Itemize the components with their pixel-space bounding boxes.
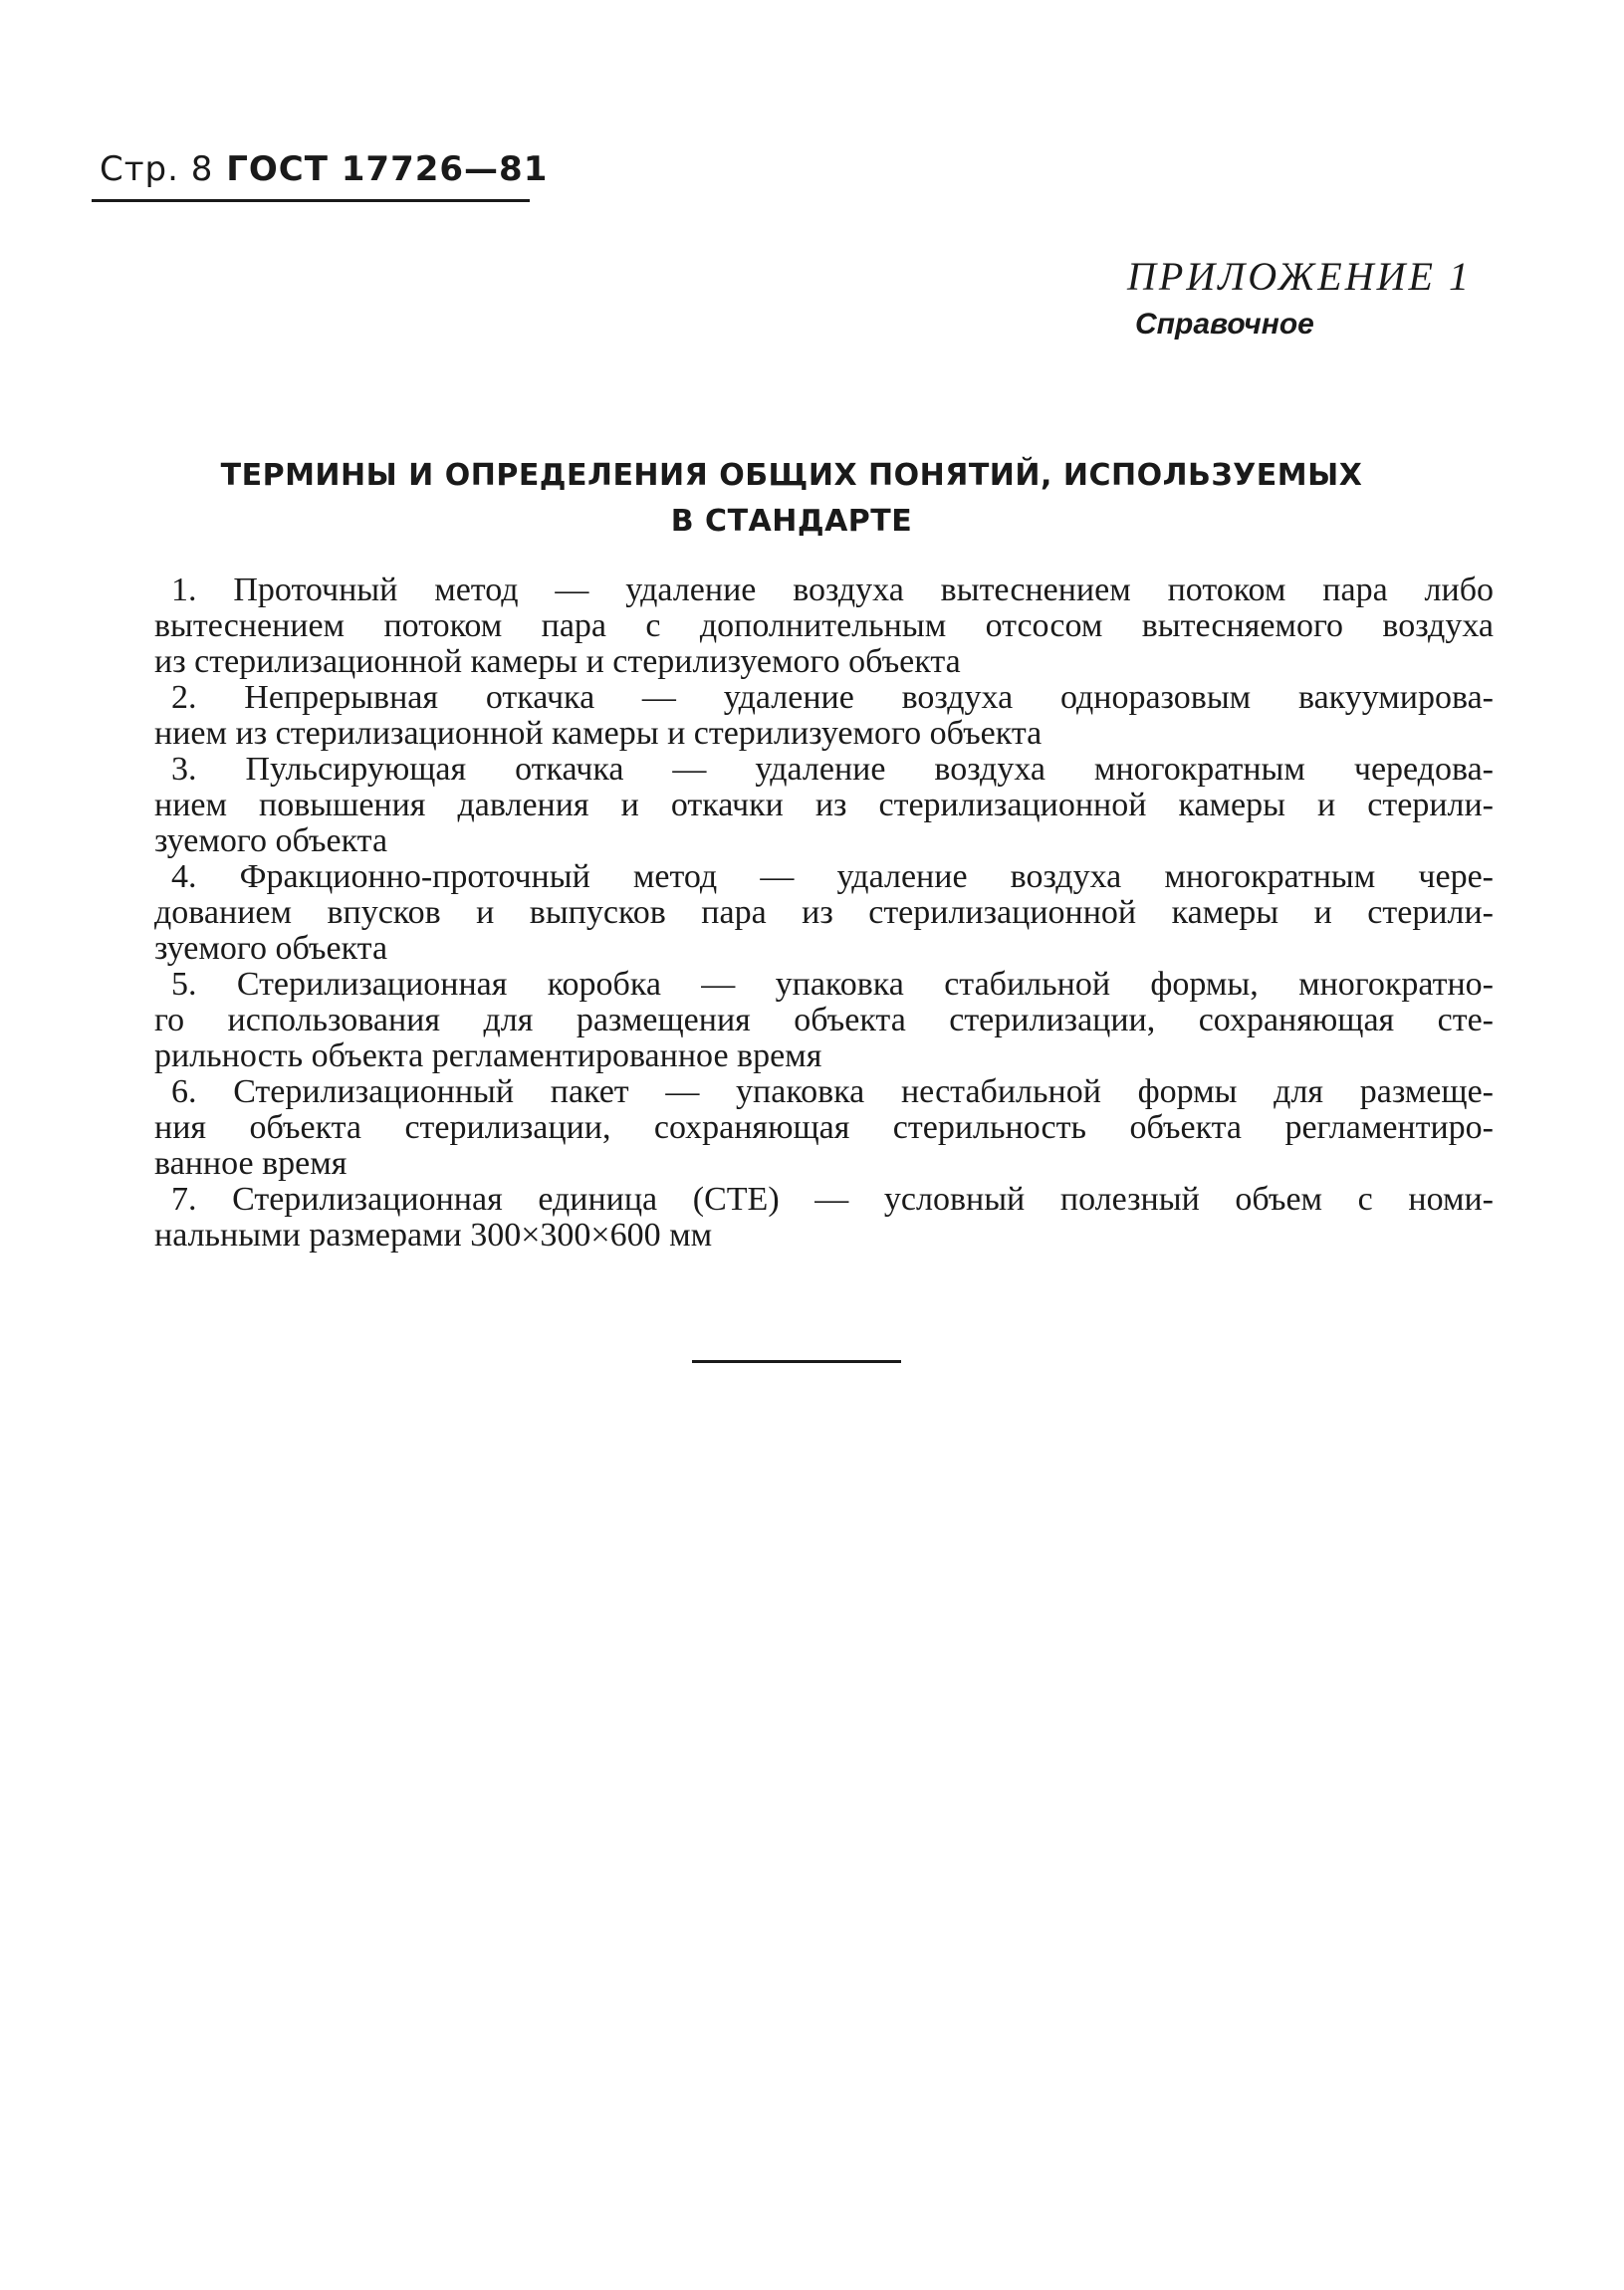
definition-line: ванное время [154, 1145, 348, 1182]
definition-line: 6. Стерилизационный пакет — упаковка нестабильной формы для размеще- [171, 1073, 1494, 1110]
definition-item [154, 680, 1494, 752]
definition-line: рильность объекта регламентированное время [154, 1037, 822, 1074]
definition-line: зуемого объекта [154, 822, 388, 859]
definition-item [154, 859, 1494, 967]
definition-line: зуемого объекта [154, 930, 388, 967]
definition-item [154, 1074, 1494, 1182]
definition-line: нием из стерилизационной камеры и стерилизуемого объекта [154, 715, 1043, 752]
definition-line: нальными размерами 300×300×600 мм [154, 1217, 713, 1254]
definition-line: 4. Фракционно-проточный метод — удаление воздуха многократным чере- [171, 858, 1494, 895]
appendix-label [1127, 251, 1472, 346]
definition-item [154, 1182, 1494, 1254]
appendix-subtitle: Справочное [1135, 308, 1314, 341]
definition-line: дованием впусков и выпусков пара из стерилизационной камеры и стерили- [154, 894, 1494, 931]
definition-line: 3. Пульсирующая откачка — удаление воздуха многократным чередова- [171, 751, 1494, 788]
definition-line: ния объекта стерилизации, сохраняющая стерильность объекта регламентиро- [154, 1109, 1494, 1146]
document-title-line: ТЕРМИНЫ И ОПРЕДЕЛЕНИЯ ОБЩИХ ПОНЯТИЙ, ИСПОЛЬЗУЕМЫХ [220, 458, 1363, 493]
definition-item [154, 967, 1494, 1074]
definition-item [154, 572, 1494, 680]
page-header [100, 149, 548, 189]
definition-line: 5. Стерилизационная коробка — упаковка стабильной формы, многократно- [171, 966, 1494, 1003]
definition-line: из стерилизационной камеры и стерилизуемого объекта [154, 643, 961, 680]
definition-line: вытеснением потоком пара с дополнительным отсосом вытесняемого воздуха [154, 607, 1494, 644]
definition-line: нием повышения давления и откачки из стерилизационной камеры и стерили- [154, 787, 1494, 823]
document-title [159, 453, 1424, 545]
standard-number: ГОСТ 17726—81 [226, 149, 549, 189]
page-number: Стр. 8 [100, 149, 214, 189]
definition-line: 1. Проточный метод — удаление воздуха вытеснением потоком пара либо [171, 572, 1494, 608]
definition-line: 2. Непрерывная откачка — удаление воздуха одноразовым вакуумирова- [171, 679, 1494, 716]
appendix-title: ПРИЛОЖЕНИЕ 1 [1127, 254, 1472, 299]
document-title-line: В СТАНДАРТЕ [670, 504, 913, 539]
definition-line: го использования для размещения объекта стерилизации, сохраняющая сте- [154, 1002, 1494, 1038]
definitions-list [154, 572, 1494, 1254]
definition-line: 7. Стерилизационная единица (СТЕ) — условный полезный объем с номи- [171, 1181, 1494, 1218]
definition-item [154, 752, 1494, 859]
header-divider [92, 199, 530, 202]
end-divider [692, 1360, 901, 1363]
